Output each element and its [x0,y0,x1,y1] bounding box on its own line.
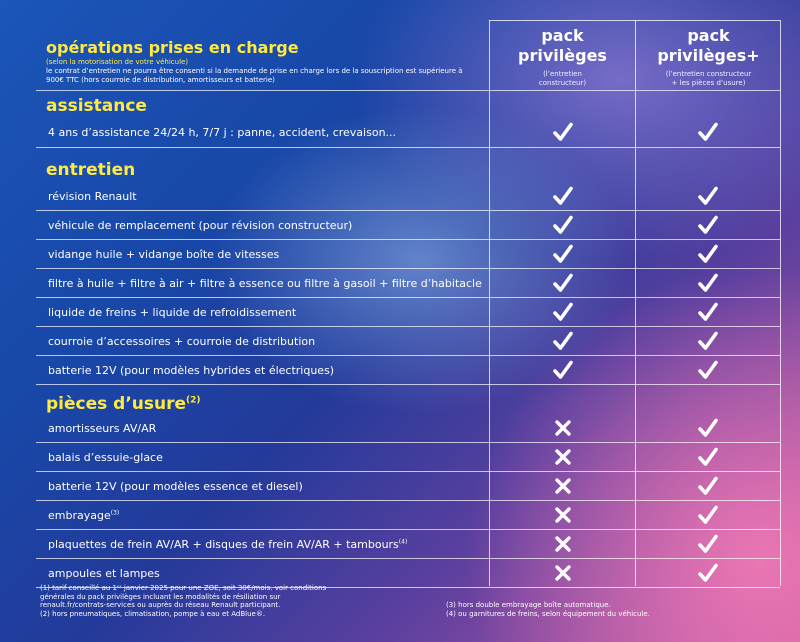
row-label [48,126,396,139]
row-divider [36,147,780,148]
pack-subtitle: + les pièces d’usure) [671,79,746,87]
footnotes-right [446,601,776,618]
pack-title: privilèges+ [657,46,760,65]
row-label-text: liquide de freins + liquide de refroidissement [48,306,297,319]
cross-icon [553,418,573,438]
row-label [48,538,407,551]
row-label-text: embrayage [48,509,111,522]
cross-icon [553,534,573,554]
check-icon [698,244,718,264]
section-title-pieces [46,394,201,414]
row-divider [36,558,780,559]
header-divider [36,90,780,91]
check-icon [698,215,718,235]
pack-title: privilèges [518,46,607,65]
pack-header-privileges-plus [636,26,781,88]
pack-subtitle: (l’entretien [543,70,582,78]
footnote-ref: (3) [110,509,120,517]
check-icon [553,215,573,235]
check-icon [698,360,718,380]
row-label [48,248,279,261]
row-label [48,422,156,435]
footnote: générales du pack privilèges incluant les modalités de résiliation sur [40,592,281,601]
row-label [48,567,160,580]
row-label-text: vidange huile + vidange boîte de vitesses [48,248,280,261]
row-divider [36,471,780,472]
cross-icon [553,476,573,496]
section-title-assistance: assistance [46,96,147,116]
cross-icon [553,505,573,525]
row-label [48,509,119,522]
pack-subtitle: (l’entretien constructeur [665,70,752,78]
row-label-text: plaquettes de frein AV/AR + disques de frein AV/AR + tambours [48,538,399,551]
footnotes-left [40,584,400,618]
check-icon [553,244,573,264]
footnote: (3) hors double embrayage boîte automatique. [446,601,611,609]
row-label [48,219,352,232]
row-divider [36,355,780,356]
cross-icon [553,563,573,583]
footnote-ref: (4) [398,538,408,546]
check-icon [553,122,573,142]
check-icon [553,186,573,206]
footnote: (2) hors pneumatiques, climatisation, pompe à eau et AdBlue®. [40,609,266,618]
check-icon [698,476,718,496]
column-divider [780,20,781,586]
pack-header-privileges [490,26,635,88]
pack-title: pack [687,26,730,45]
section-title-text: pièces d’usure [46,394,187,414]
row-label-text: 4 ans d’assistance 24/24 h, 7/7 j : panne, accident, crevaison... [48,126,397,139]
row-label-text: ampoules et lampes [48,567,160,580]
footnote-ref: (2) [186,395,201,406]
row-label-text: batterie 12V (pour modèles essence et diesel) [48,480,303,493]
footnote: renault.fr/contrats-services ou auprès du réseau Renault participant. [40,601,281,609]
check-icon [698,418,718,438]
row-label [48,306,296,319]
check-icon [698,534,718,554]
row-label-text: courroie d’accessoires + courroie de distribution [48,335,316,348]
check-icon [553,331,573,351]
footnote: (4) ou garnitures de freins, selon équipement du véhicule. [446,609,650,618]
pack-title: pack [541,26,584,45]
check-icon [698,273,718,293]
row-label [48,480,303,493]
row-label-text: filtre à huile + filtre à air + filtre à essence ou filtre à gasoil + filtre d’habitacle [48,277,482,290]
check-icon [698,186,718,206]
check-icon [698,302,718,322]
row-divider [36,442,780,443]
check-icon [553,302,573,322]
row-label-text: révision Renault [48,190,137,203]
row-label [48,335,315,348]
check-icon [698,122,718,142]
pack-subtitle: constructeur) [538,79,587,87]
check-icon [698,563,718,583]
row-divider [36,326,780,327]
row-label [48,364,334,377]
row-divider [36,384,780,385]
check-icon [553,360,573,380]
row-divider [36,500,780,501]
row-divider [36,297,780,298]
column-divider [489,20,490,586]
check-icon [698,447,718,467]
row-label [48,277,482,290]
title-description: le contrat d’entretien ne pourra être consenti si la demande de prise en charge lors de la souscription est supérieure à 900€ TTC (hors courroie de distribution, amortisseurs et batterie) [46,67,463,84]
cross-icon [553,447,573,467]
row-label [48,451,163,464]
row-label-text: balais d’essuie-glace [48,451,163,464]
section-title-entretien: entretien [46,160,136,180]
check-icon [698,331,718,351]
row-label-text: véhicule de remplacement (pour révision constructeur) [48,219,353,232]
row-label [48,190,137,203]
row-divider [36,268,780,269]
row-label-text: batterie 12V (pour modèles hybrides et électriques) [48,364,335,377]
row-divider [36,239,780,240]
footnote: (1) tarif conseillé au 1ᵉʳ janvier 2025 pour une ZOE, soit 30€/mois. voir conditions [40,584,327,592]
check-icon [698,505,718,525]
row-divider [36,529,780,530]
row-divider [36,210,780,211]
row-label-text: amortisseurs AV/AR [48,422,157,435]
page-title: opérations prises en charge [46,38,299,57]
check-icon [553,273,573,293]
column-divider [635,20,636,586]
title-note: (selon la motorisation de votre véhicule) [46,58,189,66]
